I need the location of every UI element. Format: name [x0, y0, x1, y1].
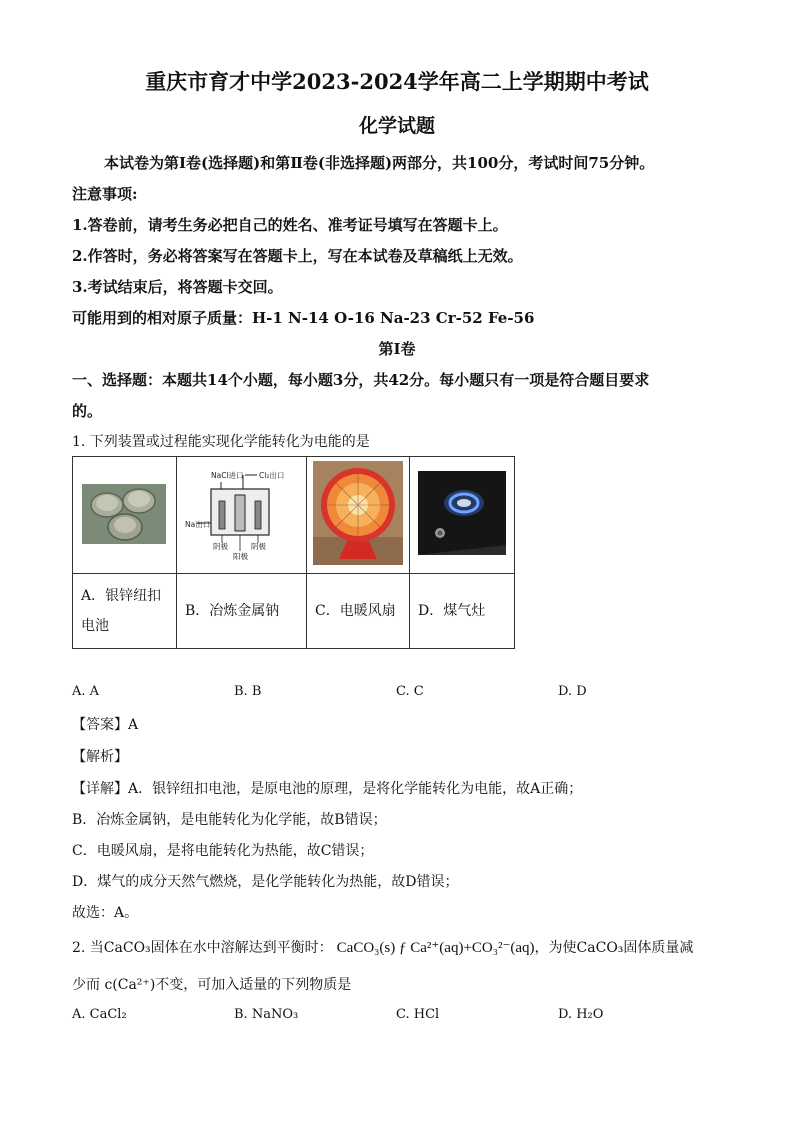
notice-item: 3.考试结束后，将答题卡交回。	[72, 278, 283, 296]
option-a-label-cont: 电池	[81, 618, 109, 634]
q2-option-b: B. NaNO₃	[234, 1007, 299, 1022]
q2-stem-pre: 2. 当CaCO₃固体在水中溶解达到平衡时：	[72, 940, 333, 956]
notice-item: 1.答卷前，请考生务必把自己的姓名、准考证号填写在答题卡上。	[72, 216, 508, 234]
exam-statement: 本试卷为第Ⅰ卷(选择题)和第Ⅱ卷(非选择题)两部分，共100分，考试时间75分钟。	[104, 154, 655, 172]
button-battery-image	[73, 457, 176, 569]
notice-heading: 注意事项:	[72, 185, 138, 203]
question-1-table	[72, 456, 515, 649]
diagram-inlet-label: NaCl进口	[211, 471, 244, 480]
option-c-label: C．电暖风扇	[315, 603, 396, 619]
page-subtitle: 化学试题	[358, 115, 435, 137]
atomic-mass-line: 可能用到的相对原子质量：H-1 N-14 O-16 Na-23 Cr-52 Fe-56	[72, 309, 535, 327]
image-cell-d	[410, 457, 515, 574]
question-1-stem: 1. 下列装置或过程能实现化学能转化为电能的是	[72, 434, 370, 450]
image-cell-a	[73, 457, 177, 574]
question-2-stem	[72, 937, 693, 957]
label-cell-b	[177, 574, 307, 649]
q2-option-d: D. H₂O	[558, 1007, 604, 1022]
image-cell-c	[307, 457, 410, 574]
question-2-stem-cont: 少而 c(Ca²⁺)不变，可加入适量的下列物质是	[72, 977, 352, 993]
gas-stove-image	[410, 457, 514, 569]
diagram-na-outlet-label: Na出口	[185, 520, 211, 529]
diagram-outlet-label: Cl₂出口	[259, 471, 285, 480]
q1-explanation: B．冶炼金属钠，是电能转化为化学能，故B错误；	[72, 812, 387, 828]
label-cell-c	[307, 574, 410, 649]
electric-heater-fan-image	[307, 457, 409, 569]
q1-explanation: D．煤气的成分天然气燃烧，是化学能转化为热能，故D错误；	[72, 874, 459, 890]
q2-option-c: C. HCl	[396, 1007, 440, 1022]
section-heading: 一、选择题：本题共14个小题，每小题3分，共42分。每小题只有一项是符合题目要求	[72, 371, 650, 389]
q1-option-c: C. C	[396, 684, 424, 699]
q1-option-b: B. B	[234, 684, 262, 699]
q1-option-d: D. D	[558, 684, 587, 699]
section-heading-cont: 的。	[72, 402, 103, 420]
label-cell-d	[410, 574, 515, 649]
option-a-label: A．银锌纽扣	[81, 588, 162, 604]
q2-option-a: A. CaCl₂	[72, 1007, 127, 1022]
diagram-cathode-label: 阴极	[251, 542, 266, 551]
q1-analysis-tag: 【解析】	[72, 749, 128, 765]
q1-answer: 【答案】A	[72, 717, 139, 733]
q2-stem-post: ，为使CaCO₃固体质量减	[534, 940, 694, 956]
notice-item: 2.作答时，务必将答案写在答题卡上，写在本试卷及草稿纸上无效。	[72, 247, 523, 265]
q1-conclusion: 故选：A。	[72, 905, 139, 921]
image-cell-b	[177, 457, 307, 574]
page-title: 重庆市育才中学2023-2024学年高二上学期期中考试	[145, 69, 649, 94]
q1-explanation: C．电暖风扇，是将电能转化为热能，故C错误；	[72, 843, 374, 859]
electrolysis-cell-diagram	[177, 457, 306, 569]
q1-option-a: A. A	[72, 684, 100, 699]
option-d-label: D．煤气灶	[418, 603, 486, 619]
option-b-label: B．冶炼金属钠	[185, 603, 280, 619]
label-cell-a	[73, 574, 177, 649]
diagram-anode-label: 阳极	[233, 552, 248, 561]
q1-explanation: 【详解】A．银锌纽扣电池，是原电池的原理，是将化学能转化为电能，故A正确；	[72, 781, 583, 797]
volume-heading: 第Ⅰ卷	[378, 340, 416, 358]
q2-equation: CaCO₃(s) ƒ Ca²⁺(aq)+CO₃²⁻(aq)	[336, 940, 535, 956]
diagram-cathode-label: 阴极	[213, 542, 228, 551]
